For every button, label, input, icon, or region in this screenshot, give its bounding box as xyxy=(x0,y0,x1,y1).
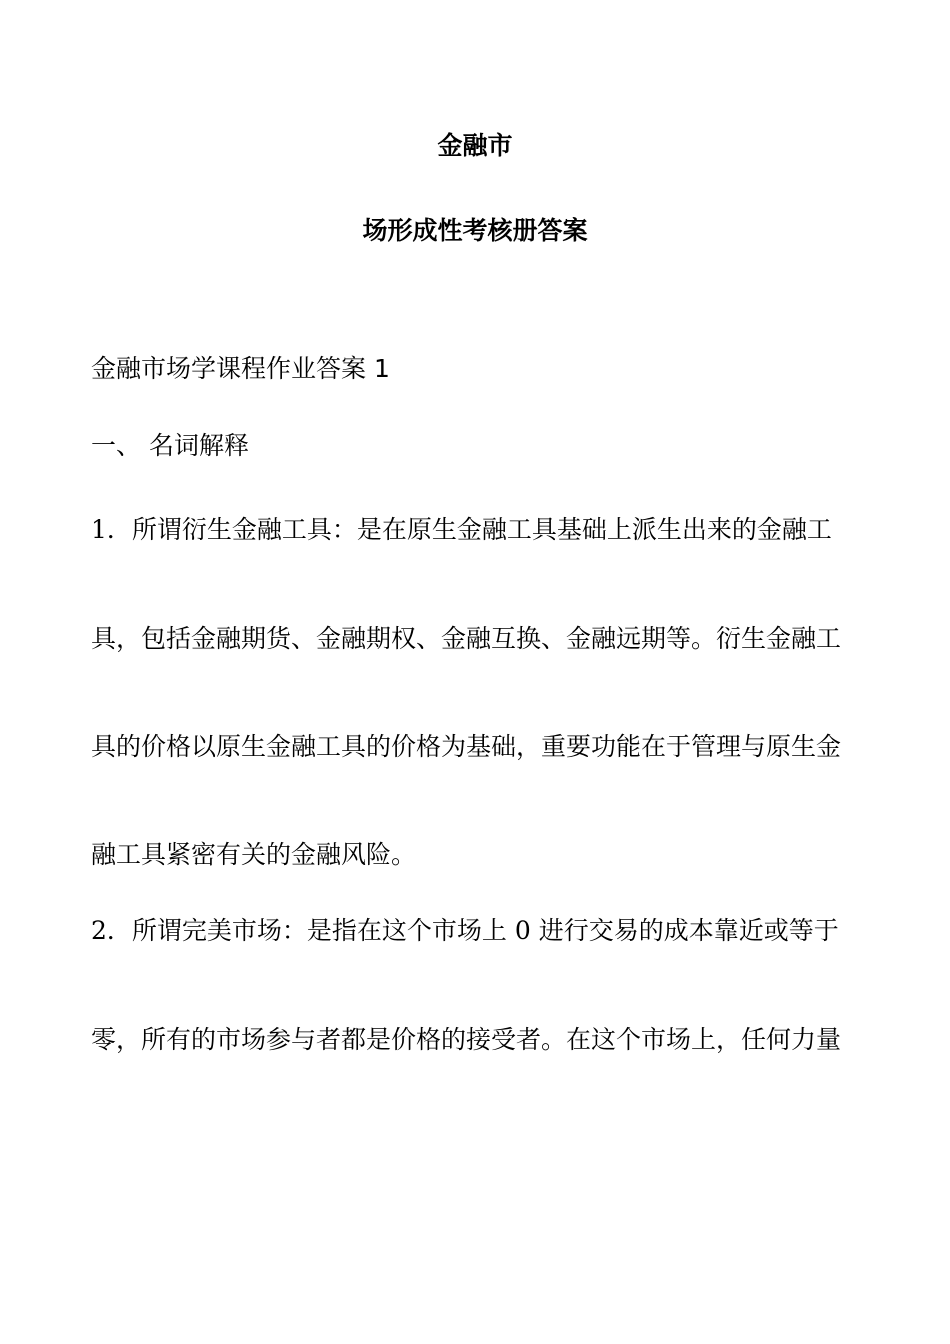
paragraph-1-line-2: 具，包括金融期货、金融期权、金融互换、金融远期等。衍生金融工 xyxy=(91,624,842,653)
paragraph-1-line-3: 具的价格以原生金融工具的价格为基础，重要功能在于管理与原生金 xyxy=(91,732,842,761)
paragraph-2-line-2: 零，所有的市场参与者都是价格的接受者。在这个市场上，任何力量 xyxy=(91,1025,842,1054)
paragraph-2-line-1: 2．所谓完美市场：是指在这个市场上 0 进行交易的成本靠近或等于 xyxy=(91,916,839,945)
paragraph-1-line-1: 1．所谓衍生金融工具：是在原生金融工具基础上派生出来的金融工 xyxy=(91,515,832,544)
document-title-line-2: 场形成性考核册答案 xyxy=(362,216,588,245)
course-heading: 金融市场学课程作业答案 1 xyxy=(91,354,390,383)
paragraph-1-line-4: 融工具紧密有关的金融风险。 xyxy=(91,840,417,869)
section-heading: 一、 名词解释 xyxy=(91,431,249,460)
document-title-line-1: 金融市 xyxy=(437,131,513,160)
